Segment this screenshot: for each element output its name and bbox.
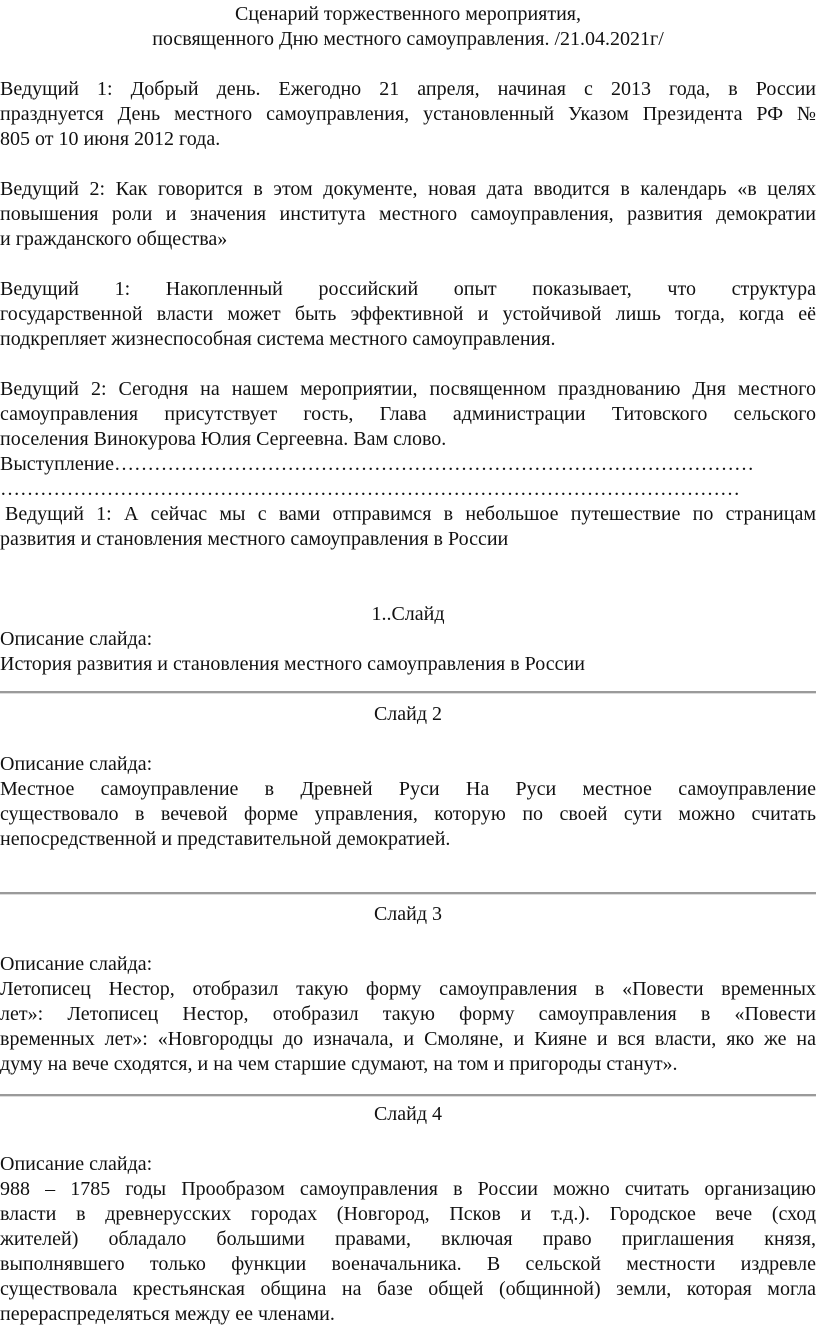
divider (0, 877, 816, 902)
slide-description-line: лет»: Летописец Нестор, отобразил такую форму самоуправления в «Повести (0, 1003, 816, 1025)
slide-description-line: перераспределяться между ее членами. (0, 1303, 335, 1325)
divider (0, 1077, 816, 1102)
document-title-line: Сценарий торжественного мероприятия, (234, 3, 582, 25)
document-page (0, 2, 816, 1327)
slide-description-line: существовала крестьянская община на базе общей (общинной) земли, которая могла (0, 1278, 816, 1300)
slide-description-line: существовало в вечевой форме управления, которую по своей сути можно считать (0, 803, 816, 825)
speech-placeholder-line: Выступление…………………………………………………………………………………… (0, 453, 754, 475)
paragraph-line: развития и становления местного самоуправления в России (0, 528, 509, 550)
slide-description-line: думу на вече сходятся, и на чем старшие сдумают, на том и пригороды станут». (0, 1053, 678, 1075)
slide-description-line: Местное самоуправление в Древней Руси На Руси местное самоуправление (0, 778, 816, 800)
paragraph-line: 805 от 10 июня 2012 года. (0, 128, 221, 150)
paragraph-line: празднуется День местного самоуправления, установленный Указом Президента РФ № (0, 103, 816, 125)
slide-description-line: Летописец Нестор, отобразил такую форму самоуправления в «Повести временных (0, 978, 816, 1000)
slide-description-line: выполнявшего только функции военачальника. В сельской местности издревле (0, 1253, 816, 1275)
paragraph-line: повышения роли и значения института местного самоуправления, развития демократии (0, 203, 816, 225)
slide-heading: Слайд 2 (373, 703, 443, 725)
slide-heading: 1..Слайд (371, 603, 445, 625)
slide-description-line: временных лет»: «Новгородцы до изначала, и Смоляне, и Кияне и вся власти, яко же на (0, 1028, 816, 1050)
paragraph-line: Ведущий 2: Сегодня на нашем мероприятии, посвященном празднованию Дня местного (0, 378, 816, 400)
slide-description-label: Описание слайда: (0, 628, 153, 650)
paragraph-line: поселения Винокурова Юлия Сергеевна. Вам слово. (0, 428, 447, 450)
paragraph-line: Ведущий 1: А сейчас мы с вами отправимся в небольшое путешествие по страницам (5, 503, 816, 525)
paragraph-line: подкрепляет жизнеспособная система местного самоуправления. (0, 328, 556, 350)
slide-heading: Слайд 3 (373, 903, 443, 925)
slide-description-line: власти в древнерусских городах (Новгород, Псков и т.д.). Городское вече (сход (0, 1203, 816, 1225)
slide-description-label: Описание слайда: (0, 953, 153, 975)
speech-placeholder-line: ………………………………………………………………………………………………… (0, 478, 740, 500)
slide-description-line: 988 – 1785 годы Прообразом самоуправления в России можно считать организацию (0, 1178, 816, 1200)
slide-description-label: Описание слайда: (0, 1153, 153, 1175)
paragraph-line: государственной власти может быть эффективной и устойчивой лишь тогда, когда её (0, 303, 816, 325)
document-title-line: посвященного Дню местного самоуправления. /21.04.2021г/ (152, 28, 664, 50)
slide-description-line: непосредственной и представительной демократией. (0, 828, 451, 850)
slide-description-line: История развития и становления местного самоуправления в России (0, 653, 585, 675)
paragraph-line: Ведущий 1: Накопленный российский опыт показывает, что структура (0, 278, 816, 300)
paragraph-line: самоуправления присутствует гость, Глава администрации Титовского сельского (0, 403, 816, 425)
divider (0, 677, 816, 702)
slide-description-label: Описание слайда: (0, 753, 153, 775)
paragraph-line: Ведущий 1: Добрый день. Ежегодно 21 апреля, начиная с 2013 года, в России (0, 78, 816, 100)
paragraph-line: и гражданского общества» (0, 228, 228, 250)
slide-description-line: жителей) обладало большими правами, включая право приглашения князя, (0, 1228, 816, 1250)
paragraph-line: Ведущий 2: Как говорится в этом документе, новая дата вводится в календарь «в целях (0, 178, 816, 200)
slide-heading: Слайд 4 (373, 1103, 443, 1125)
